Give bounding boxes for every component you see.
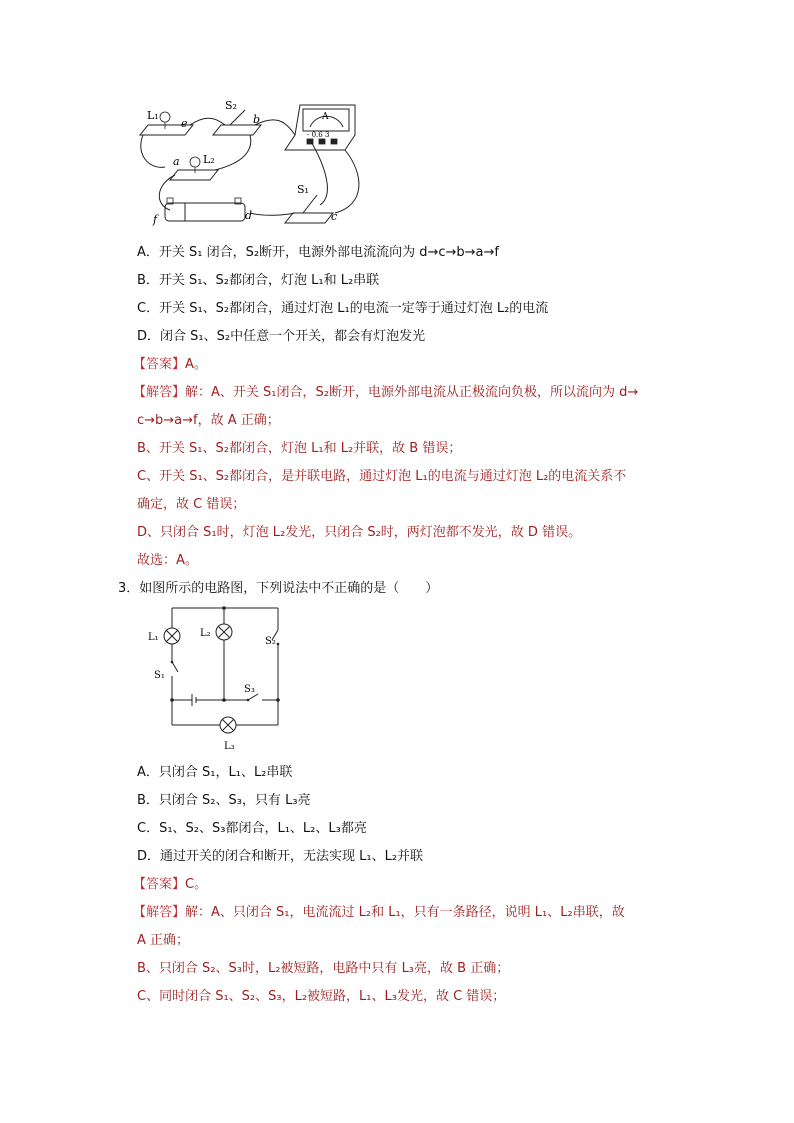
fig1-label-s1: S₁ (297, 183, 309, 196)
fig2-label-s1: S₁ (154, 670, 165, 681)
q3-option-b: B．只闭合 S₂、S₃，只有 L₃亮 (137, 793, 311, 808)
fig1-label-f: f (153, 213, 158, 226)
fig1-label-l1: L₁ (147, 109, 159, 122)
q3-answer-tag: 【答案】 (133, 877, 186, 892)
q3-analysis-text-1: 解：A、只闭合 S₁，电流流过 L₂和 L₁，只有一条路径，说明 L₁、L₂串联，故 (185, 905, 625, 920)
fig1-label-a: a (173, 155, 180, 168)
fig1-label-d: d (245, 209, 253, 222)
fig1-label-c: c (331, 210, 338, 223)
q2-choice: 故选：A。 (137, 553, 198, 568)
fig2-label-s2: S₂ (265, 636, 276, 647)
q3-option-d: D．通过开关的闭合和断开，无法实现 L₁、L₂并联 (137, 849, 424, 864)
q3-analysis-line-3: B、只闭合 S₂、S₃时，L₂被短路，电路中只有 L₃亮，故 B 正确； (137, 961, 510, 976)
q2-answer (133, 356, 207, 374)
circuit-schematic-figure (140, 600, 290, 755)
fig1-label-e: e (181, 117, 188, 130)
q2-analysis-line-2: c→b→a→f，故 A 正确； (137, 413, 280, 428)
q2-option-c: C．开关 S₁、S₂都闭合，通过灯泡 L₁的电流一定等于通过灯泡 L₂的电流 (137, 301, 549, 316)
q2-answer-value: A。 (185, 357, 207, 372)
q2-answer-tag: 【答案】 (133, 357, 186, 372)
q2-analysis-tag: 【解答】 (133, 385, 186, 400)
q3-analysis-line-4: C、同时闭合 S₁、S₂、S₃，L₂被短路，L₁、L₃发光，故 C 错误； (137, 989, 506, 1004)
q3-option-c: C．S₁、S₂、S₃都闭合，L₁、L₂、L₃都亮 (137, 821, 367, 836)
ammeter-scale: - 0.6 3 (307, 131, 330, 139)
fig2-label-l1: L₁ (148, 632, 159, 643)
q2-analysis-text-1: 解：A、开关 S₁闭合，S₂断开，电源外部电流从正极流向负极，所以流向为 d→ (185, 385, 639, 400)
q2-option-b: B．开关 S₁、S₂都闭合，灯泡 L₁和 L₂串联 (137, 273, 380, 288)
q2-analysis-line-5: 确定，故 C 错误； (137, 497, 246, 512)
q2-analysis-line-4: C、开关 S₁、S₂都闭合，是并联电路，通过灯泡 L₁的电流与通过灯泡 L₂的电流关系不 (137, 469, 627, 484)
fig2-label-l2: L₂ (200, 628, 211, 639)
circuit-photo-figure (135, 95, 365, 230)
ammeter-letter: A (322, 112, 329, 122)
q3-analysis-line-1 (133, 904, 625, 922)
fig1-label-b: b (253, 113, 261, 126)
q2-analysis-line-3: B、开关 S₁、S₂都闭合，灯泡 L₁和 L₂并联，故 B 错误； (137, 441, 462, 456)
q2-option-d: D．闭合 S₁、S₂中任意一个开关，都会有灯泡发光 (137, 329, 426, 344)
q3-stem: 3．如图所示的电路图，下列说法中不正确的是（ ） (118, 581, 439, 596)
q2-analysis-line-6: D、只闭合 S₁时，灯泡 L₂发光，只闭合 S₂时，两灯泡都不发光，故 D 错误。 (137, 525, 582, 540)
fig1-label-s2: S₂ (225, 99, 237, 112)
q2-option-a: A．开关 S₁ 闭合，S₂断开，电源外部电流流向为 d→c→b→a→f (137, 245, 499, 260)
fig2-label-s3: S₃ (244, 684, 255, 695)
q3-analysis-tag: 【解答】 (133, 905, 186, 920)
fig2-label-l3: L₃ (224, 741, 235, 752)
q3-analysis-line-2: A 正确； (137, 933, 190, 948)
q3-answer (133, 876, 207, 894)
q3-answer-value: C。 (185, 877, 208, 892)
q3-option-a: A．只闭合 S₁，L₁、L₂串联 (137, 765, 293, 780)
fig1-label-l2: L₂ (203, 153, 215, 166)
q2-analysis-line-1 (133, 384, 638, 402)
